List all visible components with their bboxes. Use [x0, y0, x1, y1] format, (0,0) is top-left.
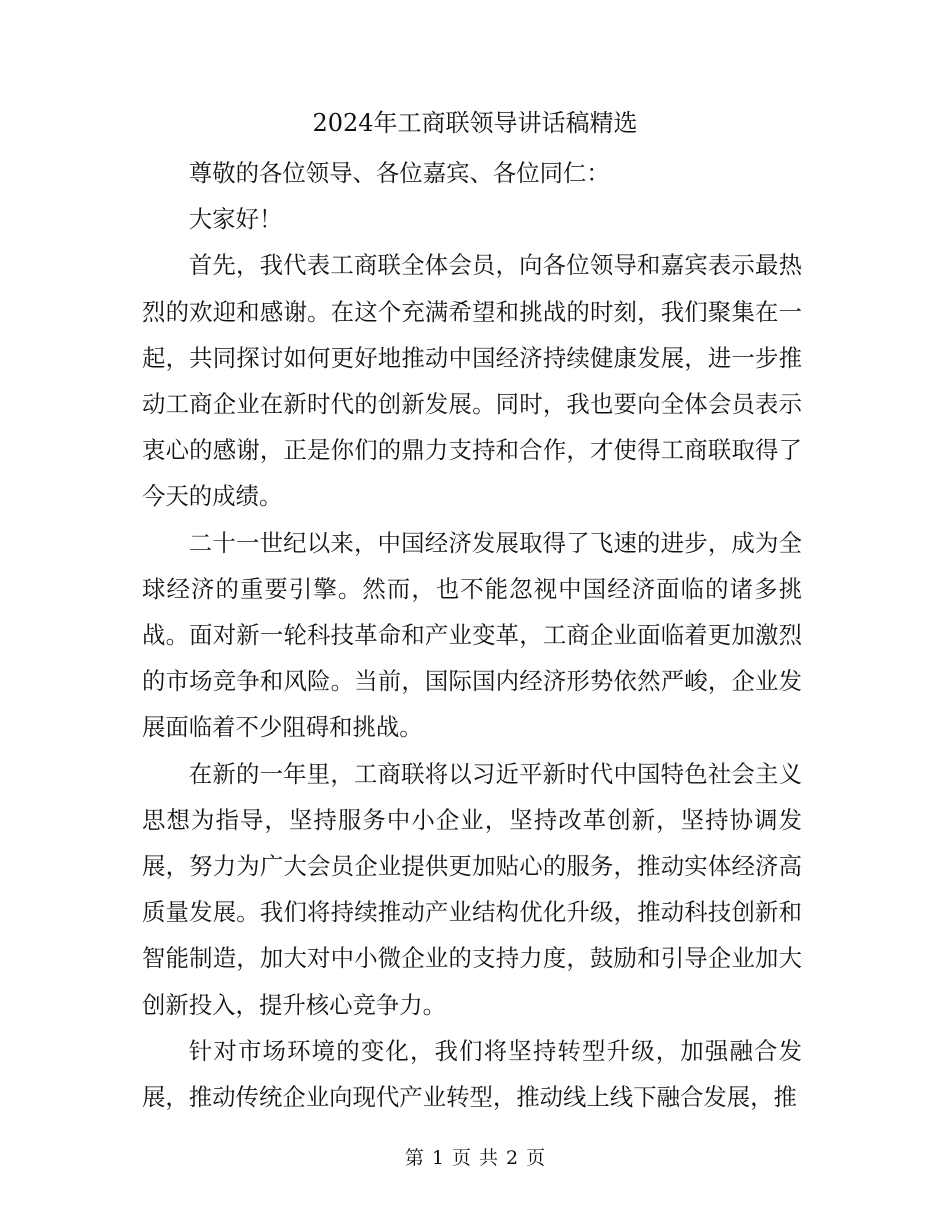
footer-total-prefix: 共 [479, 1147, 499, 1169]
document-title: 2024年工商联领导讲话稿精选 [312, 109, 638, 137]
footer-page-mid: 页 [451, 1147, 471, 1169]
salutation-paragraph: 尊敬的各位领导、各位嘉宾、各位同仁： [188, 159, 610, 187]
body-paragraph: 首先，我代表工商联全体会员，向各位领导和嘉宾表示最热烈的欢迎和感谢。在这个充满希望和挑战的时刻，我们聚集在一起，共同探讨如何更好地推动中国经济持续健康发展，进一步推动工商企业在新时代的创新发展。同时，我也要向全体会员表示衷心的感谢，正是你们的鼎力支持和合作，才使得工商联取得了今天的成绩。 [142, 251, 802, 511]
greeting-paragraph: 大家好！ [188, 205, 283, 234]
page-number-footer [0, 1142, 950, 1174]
footer-page-suffix: 页 [526, 1147, 546, 1169]
footer-current-page: 1 [431, 1147, 444, 1169]
body-paragraph: 二十一世纪以来，中国经济发展取得了飞速的进步，成为全球经济的重要引擎。然而，也不能忽视中国经济面临的诸多挑战。面对新一轮科技革命和产业变革，工商企业面临着更加激烈的市场竞争和风险。当前，国际国内经济形势依然严峻，企业发展面临着不少阻碍和挑战。 [142, 528, 802, 742]
footer-total-pages: 2 [506, 1147, 519, 1169]
footer-page-prefix: 第 [404, 1147, 424, 1169]
body-paragraph: 在新的一年里，工商联将以习近平新时代中国特色社会主义思想为指导，坚持服务中小企业，坚持改革创新，坚持协调发展，努力为广大会员企业提供更加贴心的服务，推动实体经济高质量发展。我们将持续推动产业结构优化升级，推动科技创新和智能制造，加大对中小微企业的支持力度，鼓励和引导企业加大创新投入，提升核心竞争力。 [142, 759, 802, 1019]
body-paragraph: 针对市场环境的变化，我们将坚持转型升级，加强融合发展，推动传统企业向现代产业转型，推动线上线下融合发展，推 [142, 1036, 802, 1112]
document-body [142, 150, 802, 1120]
